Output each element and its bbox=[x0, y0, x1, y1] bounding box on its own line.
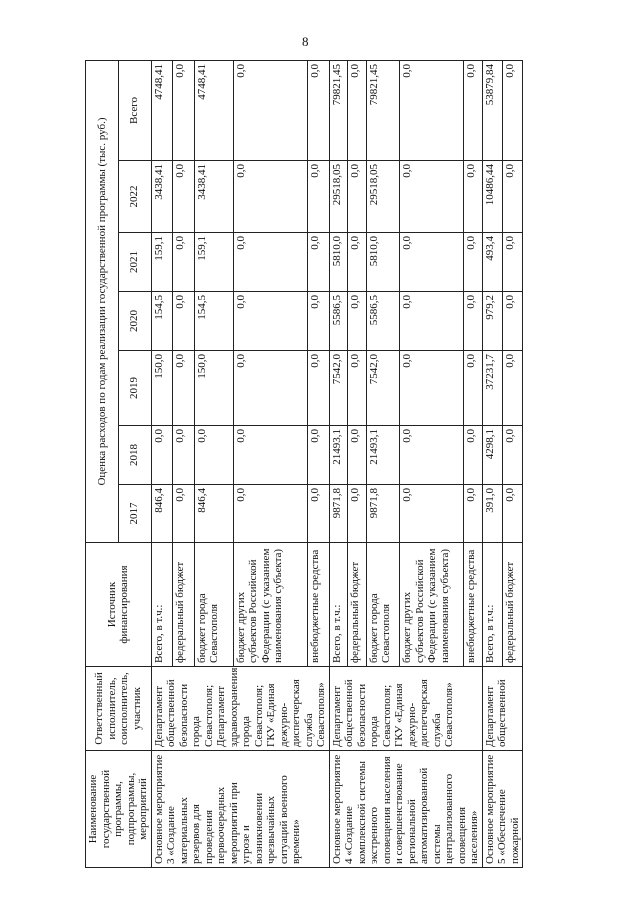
header-total: Всего bbox=[118, 61, 151, 161]
year-value-cell: 9871,8 bbox=[366, 485, 400, 543]
funding-source-cell: федеральный бюджет bbox=[173, 543, 195, 667]
year-value-cell: 0,0 bbox=[307, 485, 329, 543]
header-year: 2019 bbox=[118, 351, 151, 426]
year-value-cell: 154,5 bbox=[151, 292, 173, 351]
funding-source-cell: бюджет города Севастополя bbox=[194, 543, 233, 667]
year-value-cell: 5586,5 bbox=[329, 292, 348, 351]
header-year: 2020 bbox=[118, 292, 151, 351]
responsible-cell: Департамент общественной безопасности города Севастополя; Департамент здравоохранения города Севастополя; ГКУ «Единая дежурно-диспетчерская служба Севастополя» bbox=[151, 667, 329, 751]
funding-source-cell: Всего, в т.ч.: bbox=[151, 543, 173, 667]
table-row bbox=[151, 61, 173, 868]
year-value-cell: 37231,7 bbox=[482, 351, 502, 426]
year-value-cell: 154,5 bbox=[194, 292, 233, 351]
table-body bbox=[151, 61, 523, 868]
year-value-cell: 0,0 bbox=[502, 485, 522, 543]
year-value-cell: 0,0 bbox=[502, 233, 522, 292]
year-value-cell: 0,0 bbox=[463, 233, 482, 292]
year-value-cell: 0,0 bbox=[348, 485, 367, 543]
total-cell: 79821,45 bbox=[366, 61, 400, 161]
year-value-cell: 7542,0 bbox=[366, 351, 400, 426]
year-value-cell: 0,0 bbox=[400, 161, 464, 233]
year-value-cell: 0,0 bbox=[400, 485, 464, 543]
year-value-cell: 0,0 bbox=[194, 426, 233, 485]
total-cell: 0,0 bbox=[400, 61, 464, 161]
year-value-cell: 0,0 bbox=[463, 485, 482, 543]
header-year: 2017 bbox=[118, 485, 151, 543]
year-value-cell: 0,0 bbox=[173, 292, 195, 351]
funding-source-cell: внебюджетные средства bbox=[463, 543, 482, 667]
year-value-cell: 29518,05 bbox=[329, 161, 348, 233]
year-value-cell: 0,0 bbox=[348, 233, 367, 292]
year-value-cell: 0,0 bbox=[348, 426, 367, 485]
header-year: 2021 bbox=[118, 233, 151, 292]
total-cell: 4748,41 bbox=[151, 61, 173, 161]
year-value-cell: 150,0 bbox=[194, 351, 233, 426]
total-cell: 0,0 bbox=[307, 61, 329, 161]
funding-source-cell: бюджет других субъектов Российской Федерации (с указанием наименования субъекта) bbox=[233, 543, 307, 667]
funding-source-cell: внебюджетные средства bbox=[307, 543, 329, 667]
year-value-cell: 0,0 bbox=[463, 292, 482, 351]
year-value-cell: 0,0 bbox=[233, 426, 307, 485]
year-value-cell: 846,4 bbox=[151, 485, 173, 543]
year-value-cell: 9871,8 bbox=[329, 485, 348, 543]
total-cell: 0,0 bbox=[502, 61, 522, 161]
year-value-cell: 979,2 bbox=[482, 292, 502, 351]
year-value-cell: 0,0 bbox=[307, 351, 329, 426]
year-value-cell: 0,0 bbox=[173, 351, 195, 426]
page-number: 8 bbox=[302, 34, 309, 49]
funding-source-cell: федеральный бюджет bbox=[348, 543, 367, 667]
year-value-cell: 0,0 bbox=[173, 485, 195, 543]
responsible-cell: Департамент общественной bbox=[482, 667, 523, 751]
year-value-cell: 0,0 bbox=[233, 161, 307, 233]
year-value-cell: 0,0 bbox=[463, 161, 482, 233]
year-value-cell: 0,0 bbox=[173, 233, 195, 292]
total-cell: 53879,84 bbox=[482, 61, 502, 161]
measure-name-cell: Основное мероприятие 5 «Обеспечение пожарной bbox=[482, 751, 523, 868]
header-year: 2022 bbox=[118, 161, 151, 233]
funding-source-cell: бюджет города Севастополя bbox=[366, 543, 400, 667]
year-value-cell: 0,0 bbox=[173, 426, 195, 485]
header-name: Наименование государственной программы, подпрограммы, мероприятий bbox=[86, 751, 152, 868]
total-cell: 0,0 bbox=[173, 61, 195, 161]
header-responsible: Ответственный исполнитель, соисполнитель, участник bbox=[86, 667, 152, 751]
total-cell: 0,0 bbox=[463, 61, 482, 161]
year-value-cell: 0,0 bbox=[400, 426, 464, 485]
year-value-cell: 159,1 bbox=[194, 233, 233, 292]
year-value-cell: 0,0 bbox=[400, 233, 464, 292]
year-value-cell: 0,0 bbox=[502, 426, 522, 485]
year-value-cell: 0,0 bbox=[348, 292, 367, 351]
measure-name-cell: Основное мероприятие 4 «Создание комплексной системы экстренного оповещения населения и совершенствование региональной автоматизированной системы централизованного оповещения населения» bbox=[329, 751, 482, 868]
total-cell: 0,0 bbox=[348, 61, 367, 161]
year-value-cell: 21493,1 bbox=[329, 426, 348, 485]
year-value-cell: 5586,5 bbox=[366, 292, 400, 351]
table-row bbox=[482, 61, 502, 868]
header-source: Источник финансирования bbox=[86, 543, 152, 667]
year-value-cell: 0,0 bbox=[502, 351, 522, 426]
year-value-cell: 0,0 bbox=[502, 292, 522, 351]
table-row bbox=[329, 61, 348, 868]
funding-source-cell: Всего, в т.ч.: bbox=[329, 543, 348, 667]
year-value-cell: 29518,05 bbox=[366, 161, 400, 233]
rotated-table-container bbox=[85, 61, 615, 868]
header-estimate: Оценка расходов по годам реализации государственной программы (тыс. руб.) bbox=[86, 61, 119, 543]
responsible-cell: Департамент общественной безопасности города Севастополя; ГКУ «Единая дежурно-диспетчерская служба Севастополя» bbox=[329, 667, 482, 751]
year-value-cell: 846,4 bbox=[194, 485, 233, 543]
year-value-cell: 0,0 bbox=[233, 292, 307, 351]
funding-source-cell: федеральный бюджет bbox=[502, 543, 522, 667]
year-value-cell: 0,0 bbox=[400, 351, 464, 426]
year-value-cell: 0,0 bbox=[233, 485, 307, 543]
year-value-cell: 0,0 bbox=[307, 426, 329, 485]
year-value-cell: 4298,1 bbox=[482, 426, 502, 485]
total-cell: 4748,41 bbox=[194, 61, 233, 161]
year-value-cell: 0,0 bbox=[502, 161, 522, 233]
year-value-cell: 10486,44 bbox=[482, 161, 502, 233]
year-value-cell: 493,4 bbox=[482, 233, 502, 292]
measure-name-cell: Основное мероприятие 3 «Создание материальных резервов для проведения первоочередных мероприятий при угрозе и возникновении чрезвычайных ситуаций военного времени» bbox=[151, 751, 329, 868]
total-cell: 0,0 bbox=[233, 61, 307, 161]
budget-table bbox=[85, 60, 523, 868]
year-value-cell: 159,1 bbox=[151, 233, 173, 292]
year-value-cell: 0,0 bbox=[307, 233, 329, 292]
year-value-cell: 0,0 bbox=[400, 292, 464, 351]
year-value-cell: 5810,0 bbox=[366, 233, 400, 292]
year-value-cell: 0,0 bbox=[233, 351, 307, 426]
year-value-cell: 21493,1 bbox=[366, 426, 400, 485]
year-value-cell: 0,0 bbox=[173, 161, 195, 233]
year-value-cell: 391,0 bbox=[482, 485, 502, 543]
year-value-cell: 0,0 bbox=[233, 233, 307, 292]
total-cell: 79821,45 bbox=[329, 61, 348, 161]
year-value-cell: 0,0 bbox=[151, 426, 173, 485]
year-value-cell: 3438,41 bbox=[151, 161, 173, 233]
year-value-cell: 0,0 bbox=[307, 292, 329, 351]
year-value-cell: 0,0 bbox=[348, 161, 367, 233]
year-value-cell: 3438,41 bbox=[194, 161, 233, 233]
year-value-cell: 0,0 bbox=[307, 161, 329, 233]
header-year: 2018 bbox=[118, 426, 151, 485]
year-value-cell: 150,0 bbox=[151, 351, 173, 426]
year-value-cell: 0,0 bbox=[348, 351, 367, 426]
funding-source-cell: бюджет других субъектов Российской Федерации (с указанием наименования субъекта) bbox=[400, 543, 464, 667]
year-value-cell: 7542,0 bbox=[329, 351, 348, 426]
year-value-cell: 5810,0 bbox=[329, 233, 348, 292]
funding-source-cell: Всего, в т.ч.: bbox=[482, 543, 502, 667]
year-value-cell: 0,0 bbox=[463, 426, 482, 485]
year-value-cell: 0,0 bbox=[463, 351, 482, 426]
